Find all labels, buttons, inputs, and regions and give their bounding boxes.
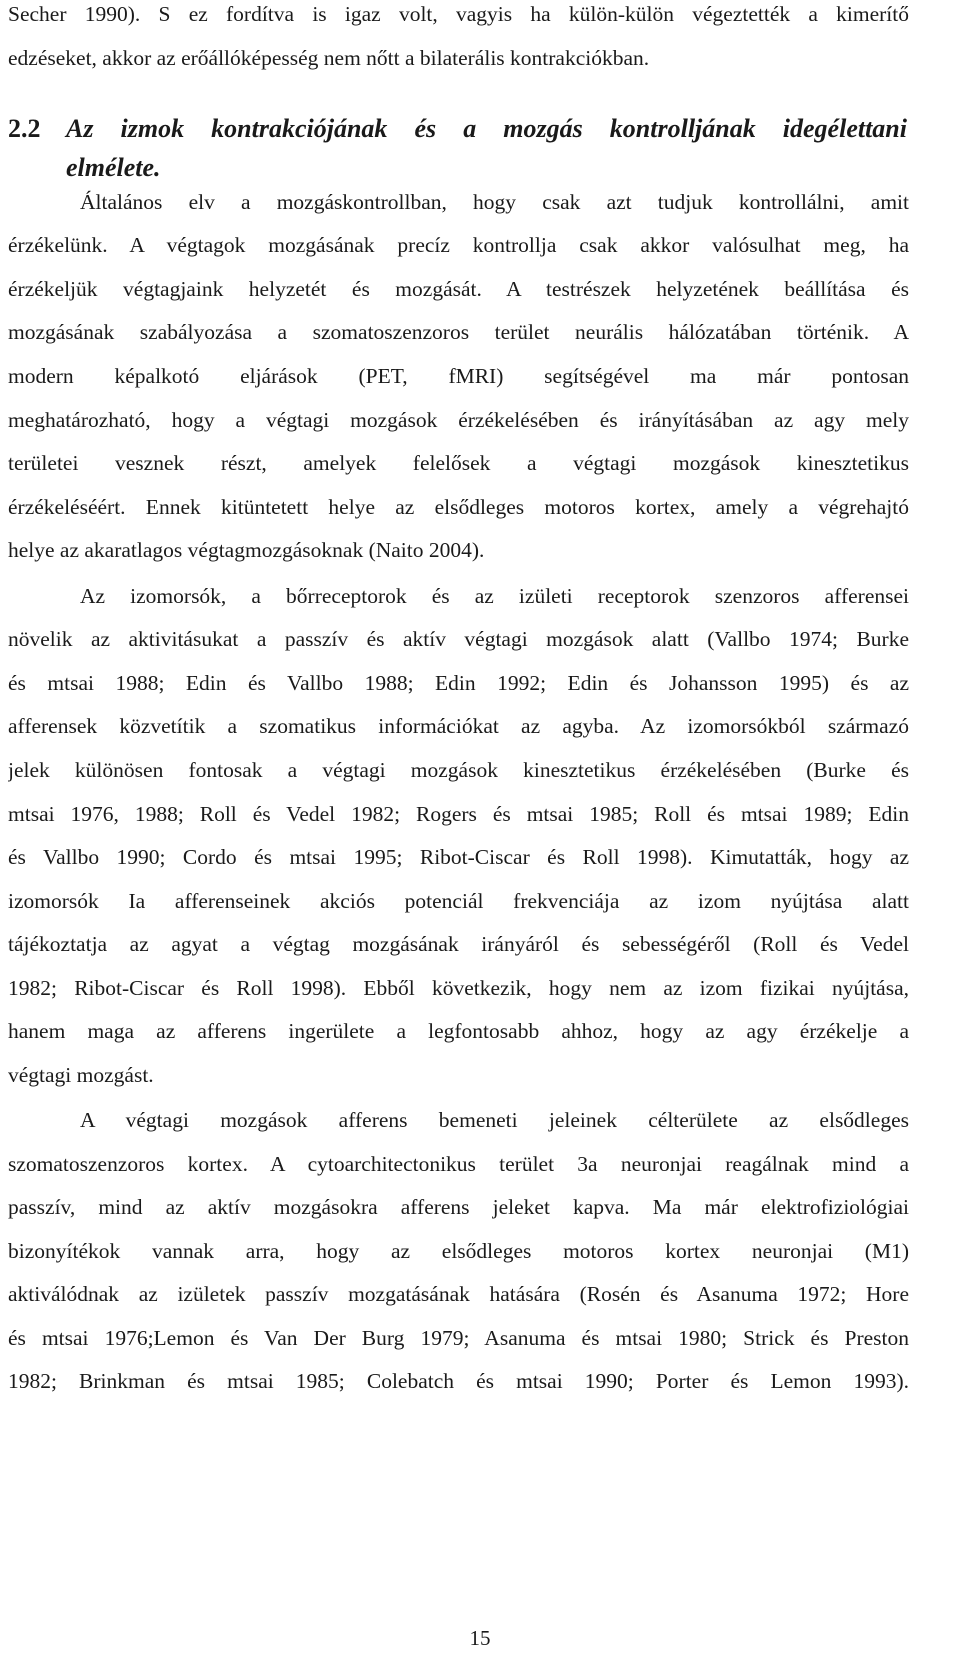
text-line: területei vesznek részt, amelyek felelősek a végtagi mozgások kinesztetikus bbox=[8, 451, 909, 475]
text-line: hanem maga az afferens ingerülete a legfontosabb ahhoz, hogy az agy érzékelje a bbox=[8, 1019, 909, 1043]
text-line: tájékoztatja az agyat a végtag mozgásának irányáról és sebességéről (Roll és Vedel bbox=[8, 932, 909, 956]
text-line: és mtsai 1988; Edin és Vallbo 1988; Edin 1992; Edin és Johansson 1995) és az bbox=[8, 671, 909, 695]
text-line: 1982; Brinkman és mtsai 1985; Colebatch és mtsai 1990; Porter és Lemon 1993). bbox=[8, 1369, 909, 1393]
text-line: érzékeléséért. Ennek kitüntetett helye az elsődleges motoros kortex, amely a végrehajtó bbox=[8, 495, 909, 519]
text-line: afferensek közvetítik a szomatikus információkat az agyba. Az izomorsókból származó bbox=[8, 714, 909, 738]
section-heading bbox=[8, 113, 909, 145]
section-title: Az izmok kontrakciójának és a mozgás kontrolljának idegélettani bbox=[66, 114, 907, 143]
text-line: érzékelünk. A végtagok mozgásának precíz kontrollja csak akkor valósulhat meg, ha bbox=[8, 233, 909, 257]
section-title-continued: elmélete. bbox=[66, 153, 161, 182]
text-line: A végtagi mozgások afferens bemeneti jeleinek célterülete az elsődleges bbox=[80, 1108, 909, 1132]
text-line: Általános elv a mozgáskontrollban, hogy csak azt tudjuk kontrollálni, amit bbox=[80, 190, 909, 214]
text-line: aktiválódnak az izületek passzív mozgatásának hatására (Rosén és Asanuma 1972; Hore bbox=[8, 1282, 909, 1306]
text-line: és mtsai 1976;Lemon és Van Der Burg 1979; Asanuma és mtsai 1980; Strick és Preston bbox=[8, 1326, 909, 1350]
text-line: és Vallbo 1990; Cordo és mtsai 1995; Ribot-Ciscar és Roll 1998). Kimutatták, hogy az bbox=[8, 845, 909, 869]
text-line: szomatoszenzoros kortex. A cytoarchitectonikus terület 3a neuronjai reagálnak mind a bbox=[8, 1152, 909, 1176]
text-line: növelik az aktivitásukat a passzív és aktív végtagi mozgások alatt (Vallbo 1974; Burke bbox=[8, 627, 909, 651]
text-line: meghatározható, hogy a végtagi mozgások érzékelésében és irányításában az agy mely bbox=[8, 408, 909, 432]
section-number: 2.2 bbox=[8, 114, 41, 143]
text-line: modern képalkotó eljárások (PET, fMRI) segítségével ma már pontosan bbox=[8, 364, 909, 388]
text-line: Secher 1990). S ez fordítva is igaz volt, vagyis ha külön-külön végeztették a kimerítő bbox=[8, 2, 909, 26]
text-line: izomorsók Ia afferenseinek akciós potenciál frekvenciája az izom nyújtása alatt bbox=[8, 889, 909, 913]
page-number: 15 bbox=[469, 1626, 491, 1650]
text-line: mozgásának szabályozása a szomatoszenzoros terület neurális hálózatában történik. A bbox=[8, 320, 909, 344]
text-line: mtsai 1976, 1988; Roll és Vedel 1982; Rogers és mtsai 1985; Roll és mtsai 1989; Edin bbox=[8, 802, 909, 826]
text-line: érzékeljük végtagjaink helyzetét és mozgását. A testrészek helyzetének beállítása és bbox=[8, 277, 909, 301]
text-line: edzéseket, akkor az erőállóképesség nem nőtt a bilaterális kontrakciókban. bbox=[8, 46, 650, 70]
text-line: végtagi mozgást. bbox=[8, 1063, 154, 1087]
text-line: helye az akaratlagos végtagmozgásoknak (Naito 2004). bbox=[8, 538, 485, 562]
text-line: 1982; Ribot-Ciscar és Roll 1998). Ebből következik, hogy nem az izom fizikai nyújtása, bbox=[8, 976, 909, 1000]
text-line: Az izomorsók, a bőrreceptorok és az izületi receptorok szenzoros afferensei bbox=[80, 584, 909, 608]
section-heading-continued bbox=[8, 152, 909, 184]
text-line: bizonyítékok vannak arra, hogy az elsődleges motoros kortex neuronjai (M1) bbox=[8, 1239, 909, 1263]
text-line: jelek különösen fontosak a végtagi mozgások kinesztetikus érzékelésében (Burke és bbox=[8, 758, 909, 782]
text-line: passzív, mind az aktív mozgásokra afferens jeleket kapva. Ma már elektrofiziológiai bbox=[8, 1195, 909, 1219]
